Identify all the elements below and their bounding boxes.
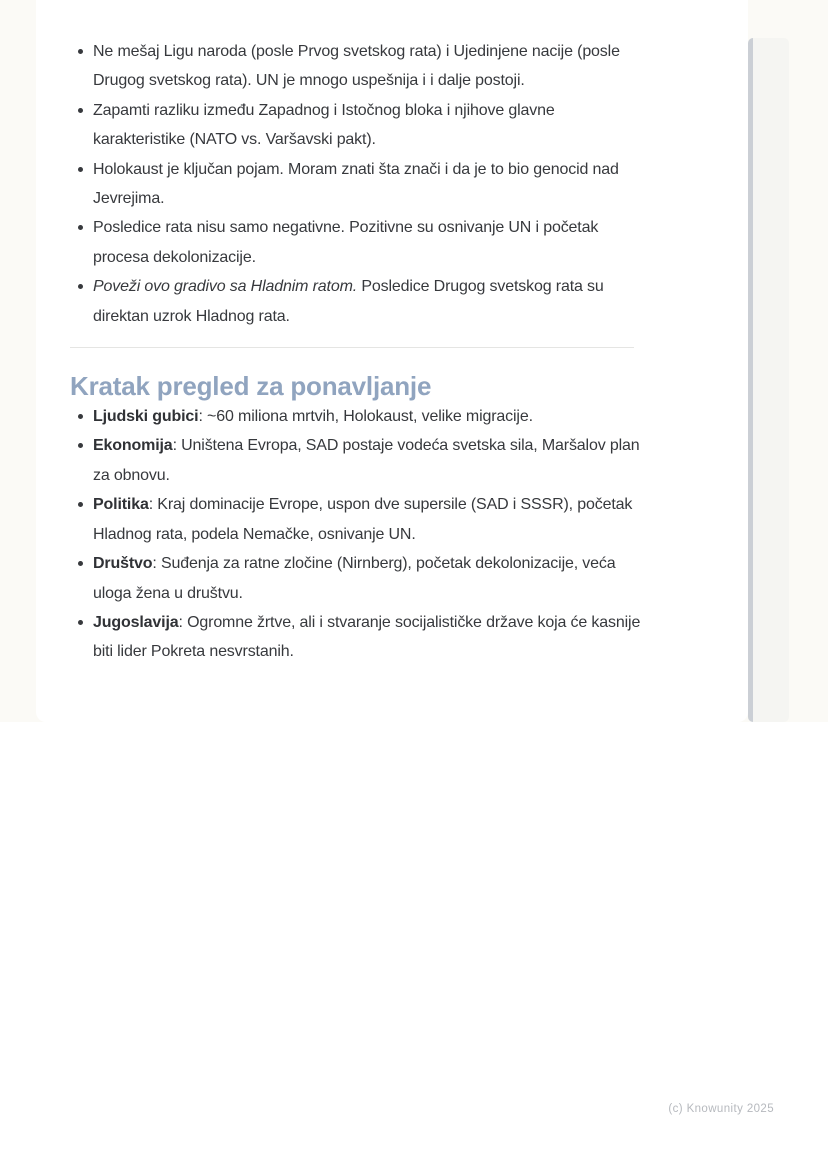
list-item xyxy=(93,155,643,214)
list-item xyxy=(93,431,643,490)
list-item xyxy=(93,490,643,549)
list-item-lead: Ljudski gubici xyxy=(93,408,199,426)
list-item-lead: Društvo xyxy=(93,555,153,573)
list-item-text: : Uništena Evropa, SAD postaje vodeća svetska sila, Maršalov plan za obnovu. xyxy=(93,437,640,484)
list-item xyxy=(93,37,643,96)
list-item xyxy=(93,402,643,431)
list-item xyxy=(93,96,643,155)
section-heading: Kratak pregled za ponavljanje xyxy=(70,371,432,402)
list-item xyxy=(93,272,643,331)
list-item-text: : ~60 miliona mrtvih, Holokaust, velike migracije. xyxy=(198,408,533,426)
next-page-edge[interactable] xyxy=(748,38,789,722)
list-item-text: : Kraj dominacije Evrope, uspon dve supersile (SAD i SSSR), početak Hladnog rata, podela Nemačke, osnivanje UN. xyxy=(93,496,633,543)
list-item xyxy=(93,549,643,608)
document-page xyxy=(36,0,748,722)
list-item xyxy=(93,213,643,272)
list-item-text: Ne mešaj Ligu naroda (posle Prvog svetskog rata) i Ujedinjene nacije (posle Drugog svetskog rata). UN je mnogo uspešnija i i dalje postoji. xyxy=(93,43,620,90)
list-item-lead: Politika xyxy=(93,496,149,514)
list-item-text: : Ogromne žrtve, ali i stvaranje socijalističke države koja će kasnije biti lider Pokreta nesvrstanih. xyxy=(93,613,641,661)
list-item xyxy=(93,608,643,667)
list-item-lead: Ekonomija xyxy=(93,437,173,455)
copyright-text: (c) Knowunity 2025 xyxy=(668,1103,774,1115)
list-item-text: Posledice rata nisu samo negativne. Pozitivne su osnivanje UN i početak procesa dekolonizacije. xyxy=(93,219,599,266)
list-item-text: Holokaust je ključan pojam. Moram znati šta znači i da je to bio genocid nad Jevrejima. xyxy=(93,160,619,208)
summary-list xyxy=(70,402,643,667)
list-item-text: : Suđenja za ratne zločine (Nirnberg), početak dekolonizacije, veća uloga žena u društvu. xyxy=(93,555,616,602)
list-item-text: Posledice Drugog svetskog rata su direktan uzrok Hladnog rata. xyxy=(93,278,604,325)
list-item-lead: Jugoslavija xyxy=(93,613,179,631)
notes-list xyxy=(70,37,643,331)
list-item-text: Zapamti razliku između Zapadnog i Istočnog bloka i njihove glavne karakteristike (NATO vs. Varšavski pakt). xyxy=(93,101,555,149)
section-divider xyxy=(70,347,634,348)
list-item-italic-text: Poveži ovo gradivo sa Hladnim ratom. xyxy=(93,278,358,296)
